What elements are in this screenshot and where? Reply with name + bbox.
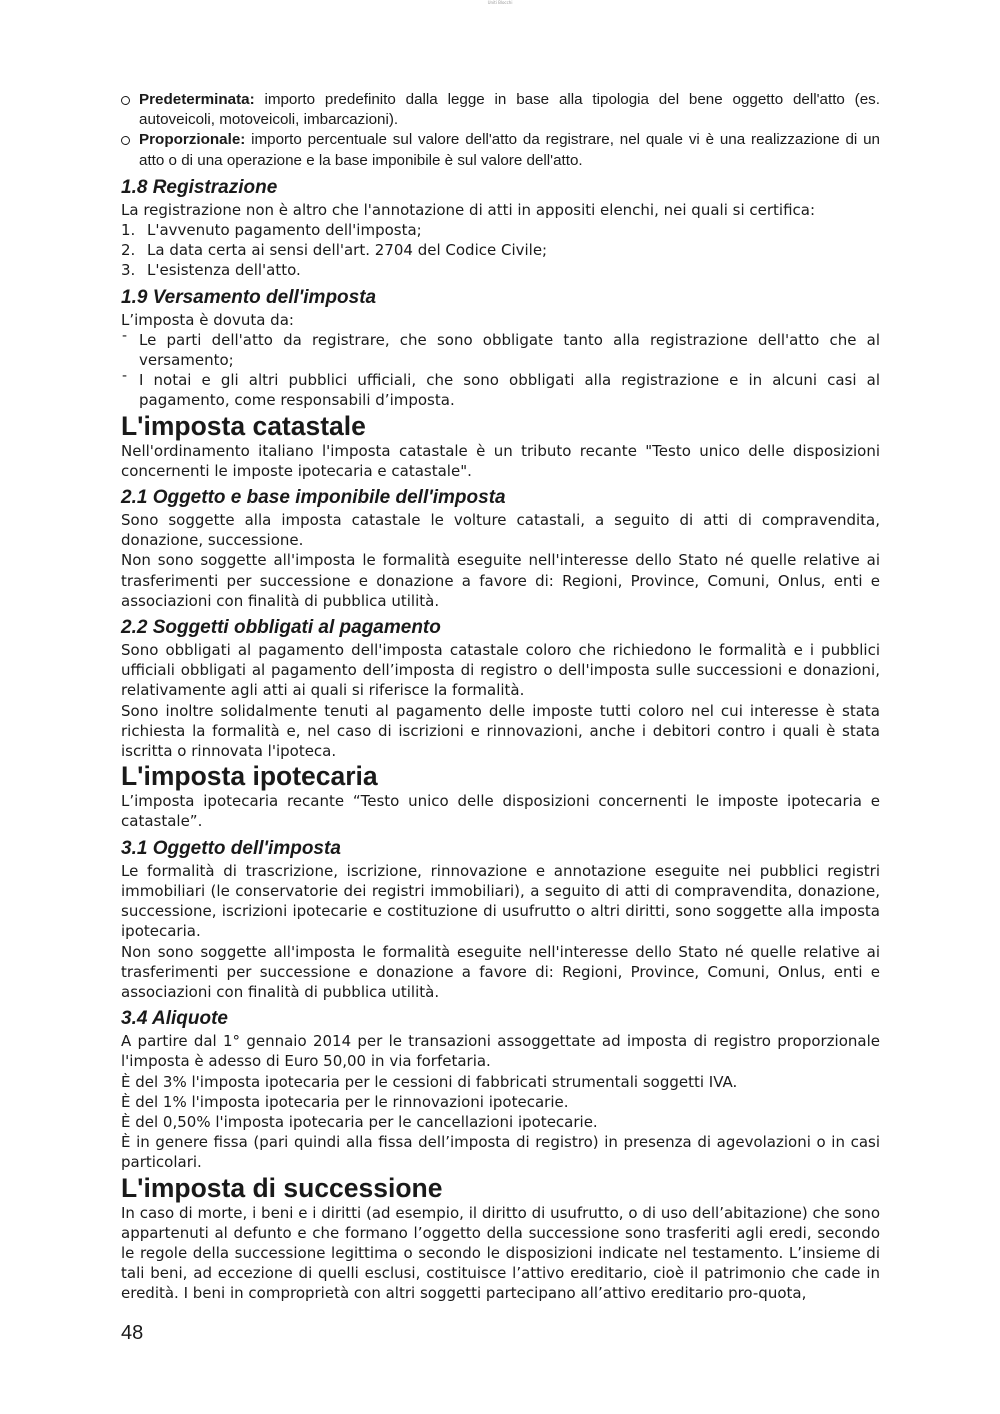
item-text: importo percentuale sul valore dell'atto da registrare, nel quale vi è una realizzazione di un atto o di una operazione e la base imponibile è sul valore dell'atto. <box>139 131 880 169</box>
list-item <box>121 220 880 240</box>
list-text: L'avvenuto pagamento dell'imposta; <box>147 221 422 240</box>
paragraph: L’imposta ipotecaria recante “Testo unico delle disposizioni concernenti le imposte ipotecaria e catastale”. <box>121 792 880 831</box>
section-heading-2-2: 2.2 Soggetti obbligati al pagamento <box>121 617 441 639</box>
paragraph: Sono inoltre solidalmente tenuti al pagamento delle imposte tutti coloro nel cui interesse è stata richiesta la formalità e, nel caso di iscrizioni e rinnovazioni, anche i debitori contro i quali è stata iscritta o rinnovata l'ipoteca. <box>121 701 880 761</box>
section-heading-1-8: 1.8 Registrazione <box>121 176 278 198</box>
dash-list <box>121 330 880 411</box>
list-item-proporzionale <box>121 130 880 170</box>
chapter-heading-ipotecaria: L'imposta ipotecaria <box>121 761 378 792</box>
tax-type-list <box>121 90 880 171</box>
header-mark: Uniti Blocchi <box>487 0 513 5</box>
paragraph: Sono soggette alla imposta catastale le volture catastali, a seguito di atti di compravendita, donazione, successione. <box>121 511 880 550</box>
paragraph: In caso di morte, i beni e i diritti (ad esempio, il diritto di usufrutto, o di uso dell’abitazione) che sono appartenuti al defunto e che formano l’oggetto della successione sono trasferiti agli eredi, secondo le regole della successione legittima o secondo le disposizioni indicate nel testamento. L’insieme di tali beni, ad eccezione di quelli esclusi, costituisce l’attivo ereditario, cioè il patrimonio che cade in eredità. I beni in comproprietà con altri soggetti partecipano all’attivo ereditario pro-quota, <box>121 1203 880 1303</box>
numbered-list <box>121 220 880 281</box>
list-number: 1. <box>121 221 136 240</box>
paragraph: La registrazione non è altro che l'annotazione di atti in appositi elenchi, nei quali si certifica: <box>121 200 816 219</box>
list-text: L'esistenza dell'atto. <box>147 261 301 280</box>
chapter-heading-successione: L'imposta di successione <box>121 1172 443 1203</box>
section-heading-3-1: 3.1 Oggetto dell'imposta <box>121 837 341 859</box>
paragraph: L’imposta è dovuta da: <box>121 310 294 329</box>
list-number: 2. <box>121 241 136 260</box>
section-heading-2-1: 2.1 Oggetto e base imponibile dell'imposta <box>121 487 506 509</box>
paragraph: È del 3% l'imposta ipotecaria per le cessioni di fabbricati strumentali soggetti IVA. <box>121 1072 738 1091</box>
list-item: - Le parti dell'atto da registrare, che sono obbligate tanto alla registrazione dell'atto che al versamento; <box>121 330 880 370</box>
paragraph: È del 0,50% l'imposta ipotecaria per le cancellazioni ipotecarie. <box>121 1112 598 1131</box>
paragraph: Nell'ordinamento italiano l'imposta catastale è un tributo recante "Testo unico delle disposizioni concernenti le imposte ipotecaria e catastale". <box>121 441 880 480</box>
item-label: Proporzionale: <box>139 131 246 149</box>
paragraph: Sono obbligati al pagamento dell'imposta catastale coloro che richiedono le formalità e i pubblici ufficiali obbligati al pagamento dell’imposta di registro o dell'imposta sulle successioni e donazioni, relativamente agli atti ai quali si riferisce la formalità. <box>121 641 880 700</box>
paragraph: Le formalità di trascrizione, iscrizione, rinnovazione e annotazione eseguite nei pubblici registri immobiliari (le conservatorie dei registri immobiliari), a seguito di atti di compravendita, donazione, successione, iscrizioni ipotecarie e costituzione di usufrutto o altri diritti, sono soggette alla imposta ipotecaria. <box>121 861 880 941</box>
page-number: 48 <box>121 1322 144 1344</box>
paragraph: Non sono soggette all'imposta le formalità eseguite nell'interesse dello Stato né quelle relative ai trasferimenti per successione e donazione a favore di: Regioni, Province, Comuni, Onlus, enti e associazioni con finalità di pubblica utilità. <box>121 942 880 1001</box>
list-item <box>121 240 880 260</box>
paragraph: A partire dal 1° gennaio 2014 per le transazioni assoggettate ad imposta di registro proporzionale l'imposta è adesso di Euro 50,00 in via forfetaria. <box>121 1032 880 1071</box>
list-text: La data certa ai sensi dell'art. 2704 del Codice Civile; <box>147 241 548 260</box>
chapter-heading-catastale: L'imposta catastale <box>121 410 366 441</box>
section-heading-3-4: 3.4 Aliquote <box>121 1008 228 1030</box>
item-label: Predeterminata: <box>139 91 255 108</box>
page-content <box>121 90 880 1304</box>
list-item-predeterminata <box>121 90 880 130</box>
list-item: - I notai e gli altri pubblici ufficiali, che sono obbligati alla registrazione e in alcuni casi al pagamento, come responsabili d’imposta. <box>121 370 880 410</box>
item-text: importo predefinito dalla legge in base alla tipologia del bene oggetto dell'atto (es. autoveicoli, motoveicoli, imbarcazioni). <box>139 91 880 129</box>
paragraph: È del 1% l'imposta ipotecaria per le rinnovazioni ipotecarie. <box>121 1092 569 1111</box>
list-item <box>121 260 880 280</box>
list-number: 3. <box>121 261 136 280</box>
section-heading-1-9: 1.9 Versamento dell'imposta <box>121 286 377 308</box>
paragraph: Non sono soggette all'imposta le formalità eseguite nell'interesse dello Stato né quelle relative ai trasferimenti per successione e donazione a favore di: Regioni, Province, Comuni, Onlus, enti e associazioni con finalità di pubblica utilità. <box>121 551 880 610</box>
paragraph: È in genere fissa (pari quindi alla fissa dell’imposta di registro) in presenza di agevolazioni o in casi particolari. <box>121 1133 880 1172</box>
